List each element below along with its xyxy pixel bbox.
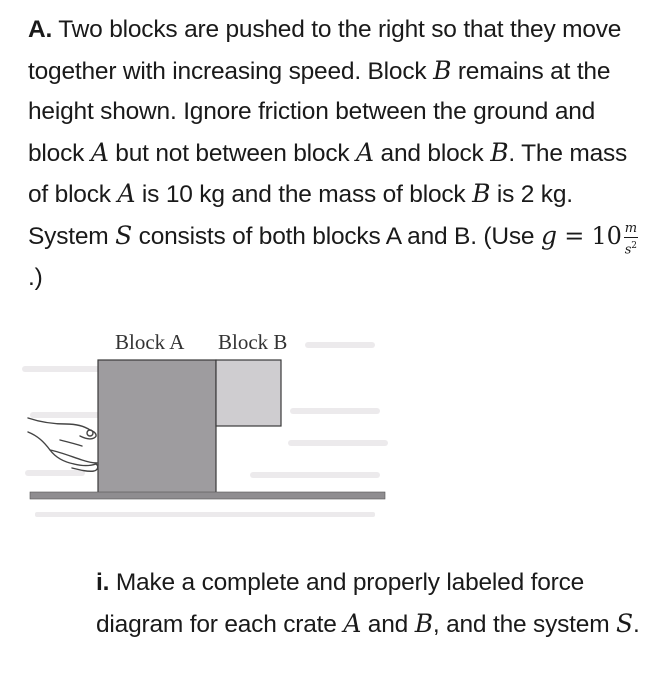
text: and bbox=[361, 611, 415, 638]
var-s: S bbox=[616, 609, 633, 638]
var-b: B bbox=[433, 55, 452, 85]
text: but not between block bbox=[108, 139, 357, 167]
problem-label: A. bbox=[28, 16, 53, 43]
text: Make a complete and properly labeled force diagram for each crate bbox=[96, 569, 585, 638]
text: . bbox=[632, 611, 640, 638]
problem-statement bbox=[28, 10, 648, 298]
text: .) bbox=[28, 263, 43, 291]
label-block-b: Block B bbox=[218, 330, 288, 354]
text: consists of both blocks A and B. (Use bbox=[132, 222, 541, 250]
text: Two blocks are pushed to the right so that they move together with increasing speed. Block bbox=[28, 16, 622, 85]
text: . The mass of block bbox=[28, 139, 628, 208]
var-b: B bbox=[472, 179, 491, 208]
label-block-a: Block A bbox=[115, 330, 185, 354]
blocks-figure bbox=[20, 320, 400, 530]
blocks-diagram bbox=[20, 320, 400, 530]
var-a: A bbox=[90, 137, 109, 167]
text: , and the system bbox=[432, 611, 617, 638]
equation-value: = 10 bbox=[556, 221, 622, 250]
var-s: S bbox=[115, 220, 133, 250]
fraction-denominator-base: s bbox=[624, 242, 632, 258]
block-b bbox=[216, 360, 281, 426]
fraction-denominator bbox=[624, 238, 638, 257]
block-a bbox=[98, 360, 216, 493]
var-g: g bbox=[540, 220, 557, 250]
var-b: B bbox=[414, 609, 433, 638]
part-i-question bbox=[96, 562, 651, 645]
fraction-numerator: m bbox=[624, 221, 637, 237]
units-fraction bbox=[624, 222, 638, 257]
ground bbox=[30, 492, 385, 499]
text: is 10 kg and the mass of block bbox=[135, 181, 473, 208]
text: and block bbox=[373, 139, 491, 167]
text: remains at the height shown. Ignore friction between the ground and block bbox=[28, 57, 611, 167]
text: is 2 kg. System bbox=[28, 181, 573, 250]
var-b: B bbox=[490, 137, 509, 167]
part-i-label: i. bbox=[96, 569, 110, 596]
var-a: A bbox=[343, 609, 362, 638]
fraction-exponent: 2 bbox=[631, 241, 637, 252]
var-a: A bbox=[356, 137, 374, 167]
hand-icon bbox=[28, 418, 98, 471]
var-a: A bbox=[117, 179, 136, 208]
